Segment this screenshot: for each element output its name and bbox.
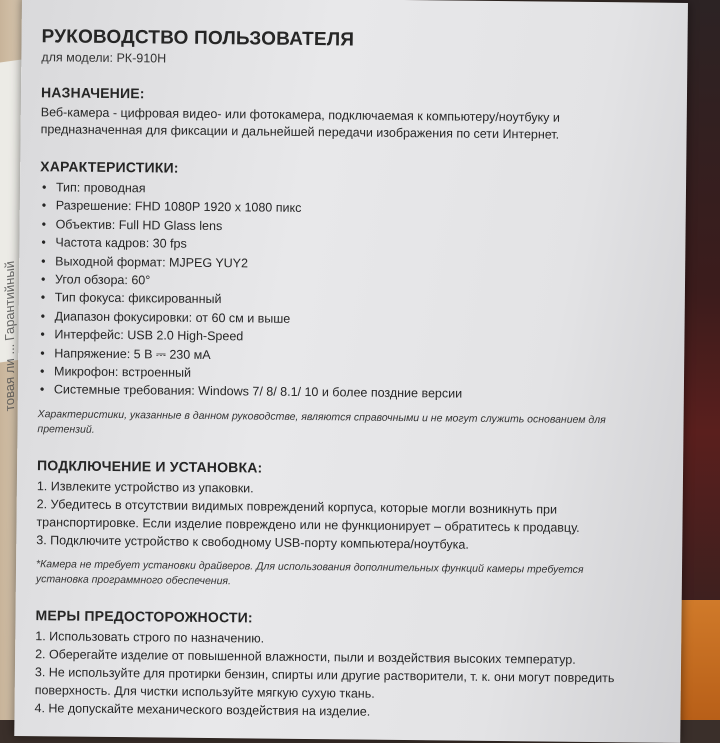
- safety-steps: [34, 627, 635, 723]
- specs-note: Характеристики, указанные в данном руководстве, являются справочными и не могут служить основанием для претензий.: [37, 408, 606, 436]
- safety-step: 2. Оберегайте изделие от повышенной влажности, пыли и воздействия высоких температур.: [35, 647, 576, 667]
- specs-heading: ХАРАКТЕРИСТИКИ:: [40, 158, 179, 176]
- background-paper-text: товая ли ... Гарантийный: [2, 260, 17, 413]
- manual-content: [34, 26, 641, 723]
- install-heading: ПОДКЛЮЧЕНИЕ И УСТАНОВКА:: [37, 457, 263, 476]
- spec-item: • Тип фокуса: фиксированный: [39, 289, 639, 314]
- install-step: 1. Извлеките устройство из упаковки.: [36, 479, 254, 496]
- background-orange-object: [680, 600, 720, 720]
- safety-step: 3. Не используйте для протирки бензин, спирты или другие растворители, т. к. они могут повредить поверхность. Для чистки используйте мягкую сухую ткань.: [34, 665, 615, 701]
- safety-heading: МЕРЫ ПРЕДОСТОРОЖНОСТИ:: [35, 607, 253, 626]
- purpose-text: Веб-камера - цифровая видео- или фотокамера, подключаемая к компьютеру/ноутбуку и предназначенная для фиксации и дальнейшей передачи изображения по сети Интернет.: [40, 105, 561, 142]
- spec-item: • Микрофон: встроенный: [38, 362, 638, 387]
- spec-item: • Разрешение: FHD 1080P 1920 x 1080 пикс: [40, 197, 640, 222]
- install-note: *Камера не требует установки драйверов. Для использования дополнительных функций камеры требуется установка программного обеспечения.: [35, 558, 584, 588]
- manual-sheet: [14, 0, 688, 743]
- install-step: 2. Убедитесь в отсутствии видимых повреждений корпуса, которые могли возникнуть при транспортировке. Если изделие повреждено или не функционирует – обратитесь к продавцу.: [36, 497, 580, 535]
- purpose-heading: НАЗНАЧЕНИЕ:: [40, 84, 145, 102]
- safety-step: 1. Использовать строго по назначению.: [35, 629, 265, 646]
- spec-item: • Частота кадров: 30 fps: [39, 233, 639, 258]
- spec-item: • Тип: проводная: [40, 178, 640, 203]
- install-step: 3. Подключите устройство к свободному USB-порту компьютера/ноутбука.: [36, 533, 469, 552]
- install-steps: [36, 477, 637, 555]
- page-title: РУКОВОДСТВО ПОЛЬЗОВАТЕЛЯ: [41, 26, 355, 51]
- spec-item: • Интерфейс: USB 2.0 High-Speed: [38, 325, 638, 350]
- spec-item: • Выходной формат: MJPEG YUY2: [39, 252, 639, 277]
- spec-item: • Напряжение: 5 В ⎓ 230 мА: [38, 344, 638, 369]
- spec-item: • Объектив: Full HD Glass lens: [40, 215, 640, 240]
- specs-list: [38, 178, 640, 405]
- spec-item: • Диапазон фокусировки: от 60 см и выше: [39, 307, 639, 332]
- model-subtitle: для модели: РК-910Н: [41, 50, 167, 66]
- spec-item: • Системные требования: Windows 7/ 8/ 8.1/ 10 и более поздние версии: [38, 381, 638, 406]
- safety-step: 4. Не допускайте механического воздействия на изделие.: [34, 701, 371, 719]
- spec-item: • Угол обзора: 60°: [39, 270, 639, 295]
